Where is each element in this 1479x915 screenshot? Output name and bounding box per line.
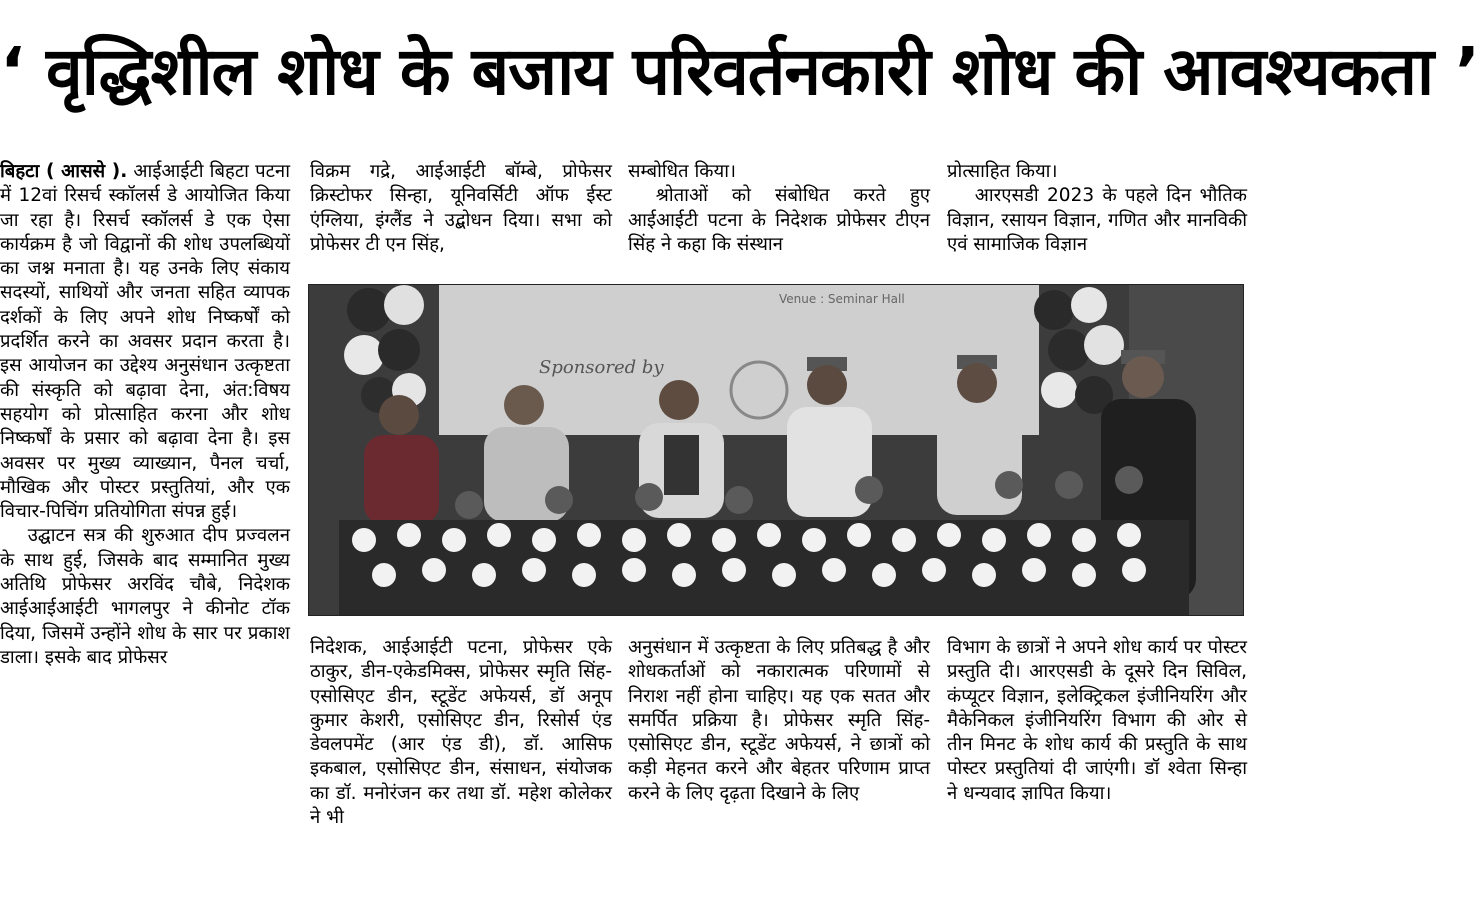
event-photo [308,284,1244,616]
headline: ‘ वृद्धिशील शोध के बजाय परिवर्तनकारी शोध की आवश्यकता ’ [0,33,1479,110]
event-photo-illustration [309,285,1243,615]
col2-top-text: विक्रम गद्रे, आईआईटी बॉम्बे, प्रोफेसर क्रिस्टोफर सिन्हा, यूनिवर्सिटी ऑफ ईस्ट एंग्लिया, इंग्लैंड ने उद्बोधन दिया। सभा को प्रोफेसर टी एन सिंह, [310,161,612,255]
article-column-4-top [947,160,1247,280]
col2-bottom-text: निदेशक, आईआईटी पटना, प्रोफेसर एके ठाकुर, डीन-एकेडमिक्स, प्रोफेसर स्मृति सिंह- एसोसिएट डीन, स्टूडेंट अफेयर्स, डॉ अनूप कुमार केशरी, एसोसिएट डीन, रिसोर्स एंड डेवलपमेंट (आर एंड डी), डॉ. आसिफ इकबाल, एसोसिएट डीन, संसाधन, संयोजक का डॉ. मनोरंजन कर तथा डॉ. महेश कोलेकर ने भी [310,637,612,829]
col3-top-line: सम्बोधित किया। [628,161,737,182]
article-column-2-bottom [310,636,612,906]
paragraph-1-text: आईआईटी बिहटा पटना में 12वां रिसर्च स्कॉलर्स डे आयोजित किया जा रहा है। रिसर्च स्कॉलर्स डे एक ऐसा कार्यक्रम है जो विद्वानों की शोध उपलब्धियों का जश्न मनाता है। यह उनके लिए संकाय सदस्यों, साथियों और जनता सहित व्यापक दर्शकों के लिए अपने शोध निष्कर्षों को प्रदर्शित करने का अवसर प्रदान करता है। इस आयोजन का उद्देश्य अनुसंधान उत्कृष्टता की संस्कृति को बढ़ावा देना, अंत:विषय सहयोग को प्रोत्साहित करना और शोध निष्कर्षों के प्रसार को बढ़ावा देना है। इस अवसर पर मुख्य व्याख्यान, पैनल चर्चा, मौखिक और पोस्टर प्रस्तुतियां, और एक विचार-पिचिंग प्रतियोगिता संपन्न हुई। [0,161,290,523]
article-column-3-top [628,160,930,280]
article-column-2-top [310,160,612,280]
col4-bottom-text: विभाग के छात्रों ने अपने शोध कार्य पर पोस्टर प्रस्तुति दी। आरएसडी के दूसरे दिन सिविल, कंप्यूटर विज्ञान, इलेक्ट्रिकल इंजीनियरिंग और मैकेनिकल इंजीनियरिंग विभाग की ओर से तीन मिनट के शोध कार्य की प्रस्तुति के साथ पोस्टर प्रस्तुतियां दी जाएंगी। डॉ श्वेता सिन्हा ने धन्यवाद ज्ञापित किया। [947,637,1247,804]
col3-top-paragraph: श्रोताओं को संबोधित करते हुए आईआईटी पटना के निदेशक प्रोफेसर टीएन सिंह ने कहा कि संस्थान [628,185,930,255]
col3-bottom-text: अनुसंधान में उत्कृष्टता के लिए प्रतिबद्ध है और शोधकर्ताओं को नकारात्मक परिणामों से निराश नहीं होना चाहिए। यह एक सतत और समर्पित प्रक्रिया है। प्रोफेसर स्मृति सिंह- एसोसिएट डीन, स्टूडेंट अफेयर्स, ने छात्रों को कड़ी मेहनत करने और बेहतर परिणाम प्राप्त करने के लिए दृढ़ता दिखाने के लिए [628,637,930,804]
banner-venue-text: Venue : Seminar Hall [779,292,905,306]
dateline: बिहटा ( आससे ). [0,161,128,182]
col4-top-line: प्रोत्साहित किया। [947,161,1058,182]
paragraph-1 [0,160,290,524]
banner-text: Sponsored by [539,357,664,378]
article-column-4-bottom [947,636,1247,906]
article-column-1 [0,160,290,900]
col4-top-paragraph: आरएसडी 2023 के पहले दिन भौतिक विज्ञान, रसायन विज्ञान, गणित और मानविकी एवं सामाजिक विज्ञान [947,185,1247,255]
paragraph-2: उद्घाटन सत्र की शुरुआत दीप प्रज्वलन के साथ हुई, जिसके बाद सम्मानित मुख्य अतिथि प्रोफेसर अरविंद चौबे, निदेशक आईआईआईटी भागलपुर ने कीनोट टॉक दिया, जिसमें उन्होंने शोध के सार पर प्रकाश डाला। इसके बाद प्रोफेसर [0,525,290,668]
article-column-3-bottom [628,636,930,906]
